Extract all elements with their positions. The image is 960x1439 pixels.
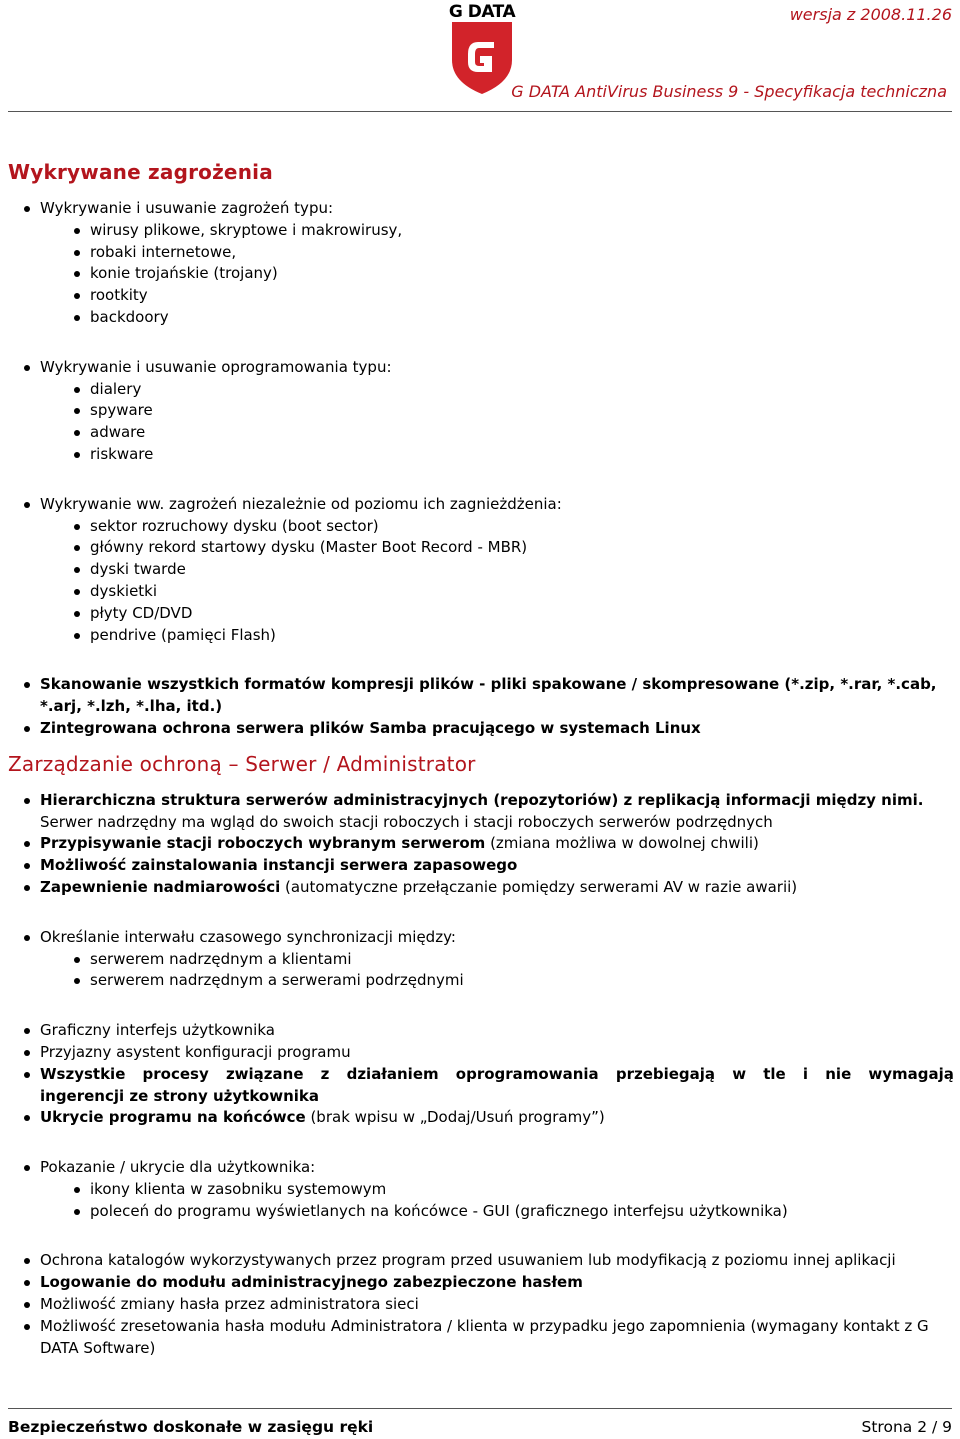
scanning-list [22,674,954,739]
page-footer [8,1408,952,1439]
protection-list [22,1250,954,1359]
section-title-management: Zarządzanie ochroną – Serwer / Administrator [8,751,476,776]
list-item: Określanie interwału czasowego synchronizacji między: serwerem nadrzędnym a klientami serwerem nadrzędnym a serwerami podrzędnymi [22,927,954,992]
list-item: Logowanie do modułu administracyjnego zabezpieczone hasłem [22,1272,954,1294]
word: i [802,1064,809,1083]
word: z [320,1064,330,1083]
shield-icon [448,20,516,96]
list-item: Hierarchiczna struktura serwerów administracyjnych (repozytoriów) z replikacją informacji między nimi. Serwer nadrzędny ma wgląd do swoich stacji roboczych i stacji roboczych serwerów podrzędnych [22,790,954,834]
sublist [72,1179,954,1223]
list-item: dyskietki [72,581,954,603]
server-features-list [22,790,954,899]
list-item: Zintegrowana ochrona serwera plików Samba pracującego w systemach Linux [22,718,954,740]
sublist [72,949,954,993]
word: nie [825,1064,852,1083]
list-item: spyware [72,400,954,422]
word: w [732,1064,747,1083]
list-item: backdoory [72,307,954,329]
word: procesy [142,1064,209,1083]
list-item: wirusy plikowe, skryptowe i makrowirusy, [72,220,954,242]
list-item: Graficzny interfejs użytkownika [22,1020,954,1042]
list-item: sektor rozruchowy dysku (boot sector) [72,516,954,538]
list-item: Pokazanie / ukrycie dla użytkownika: ikony klienta w zasobniku systemowym poleceń do programu wyświetlanych na końcówce - GUI (graficznego interfejsu użytkownika) [22,1157,954,1222]
threat-types-list [22,198,954,329]
list-item: Ukrycie programu na końcówce (brak wpisu w „Dodaj/Usuń programy”) [22,1107,954,1129]
list-item: Przypisywanie stacji roboczych wybranym serwerom (zmiana możliwa w dowolnej chwili) [22,833,954,855]
interface-list [22,1020,954,1129]
list-item: adware [72,422,954,444]
logo-text: G DATA [448,2,516,22]
footer-slogan: Bezpieczeństwo doskonałe w zasięgu ręki [8,1418,374,1436]
word: oprogramowania [455,1064,599,1083]
sublist [72,516,954,647]
page-number: Strona 2 / 9 [861,1418,952,1436]
list-item: Skanowanie wszystkich formatów kompresji plików - pliki spakowane / skompresowane (*.zip, *.rar, *.cab, *.arj, *.lzh, *.lha, itd.) [22,674,954,718]
list-item: Przyjazny asystent konfiguracji programu [22,1042,954,1064]
list-item: konie trojańskie (trojany) [72,263,954,285]
list-item: Możliwość zmiany hasła przez administratora sieci [22,1294,954,1316]
software-types-list [22,357,954,466]
list-item: Ochrona katalogów wykorzystywanych przez program przed usuwaniem lub modyfikacją z poziomu innej aplikacji [22,1250,954,1272]
sync-interval-list [22,927,954,992]
nesting-levels-list [22,494,954,647]
list-item: Zapewnienie nadmiarowości (automatyczne przełączanie pomiędzy serwerami AV w razie awarii) [22,877,954,899]
justified-line [40,1064,954,1086]
list-item: Możliwość zresetowania hasła modułu Administratora / klienta w przypadku jego zapomnienia (wymagany kontakt z G DATA Software) [22,1316,954,1360]
list-item: płyty CD/DVD [72,603,954,625]
list-item: Możliwość zainstalowania instancji serwera zapasowego [22,855,954,877]
list-item: serwerem nadrzędnym a serwerami podrzędnymi [72,970,954,992]
footer-divider [8,1408,952,1409]
page-header [0,0,960,112]
section-title-threats: Wykrywane zagrożenia [8,160,273,184]
list-item: ikony klienta w zasobniku systemowym [72,1179,954,1201]
list-item: pendrive (pamięci Flash) [72,625,954,647]
word: działaniem [346,1064,439,1083]
list-item: robaki internetowe, [72,242,954,264]
list-item: rootkity [72,285,954,307]
list-item: Wszystkie procesy związane z działaniem oprogramowania przebiegają w tle i nie wymagają ingerencji ze strony użytkownika [22,1064,954,1108]
list-item: Wykrywanie ww. zagrożeń niezależnie od poziomu ich zagnieżdżenia: sektor rozruchowy dysku (boot sector) główny rekord startowy dysku (Master Boot Record - MBR) dyski twarde dyskietki płyty CD/DVD pendrive (pamięci Flash) [22,494,954,647]
list-item: główny rekord startowy dysku (Master Boot Record - MBR) [72,537,954,559]
gdata-logo [444,2,520,98]
sublist [72,220,954,329]
sublist [72,379,954,466]
version-label: wersja z 2008.11.26 [789,5,952,24]
word: Wszystkie [40,1064,126,1083]
header-divider [8,111,952,112]
list-item: Wykrywanie i usuwanie zagrożeń typu: wirusy plikowe, skryptowe i makrowirusy, robaki internetowe, konie trojańskie (trojany) rootkity backdoory [22,198,954,329]
word: związane [225,1064,304,1083]
list-item: poleceń do programu wyświetlanych na końcówce - GUI (graficznego interfejsu użytkownika) [72,1201,954,1223]
list-item: Wykrywanie i usuwanie oprogramowania typu: dialery spyware adware riskware [22,357,954,466]
document-body [8,158,954,1359]
word: przebiegają [615,1064,716,1083]
visibility-list [22,1157,954,1222]
word: wymagają [868,1064,954,1083]
list-item: riskware [72,444,954,466]
document-subtitle: G DATA AntiVirus Business 9 - Specyfikacja techniczna [511,82,947,101]
list-item: serwerem nadrzędnym a klientami [72,949,954,971]
list-item: dialery [72,379,954,401]
list-item: dyski twarde [72,559,954,581]
word: tle [763,1064,786,1083]
